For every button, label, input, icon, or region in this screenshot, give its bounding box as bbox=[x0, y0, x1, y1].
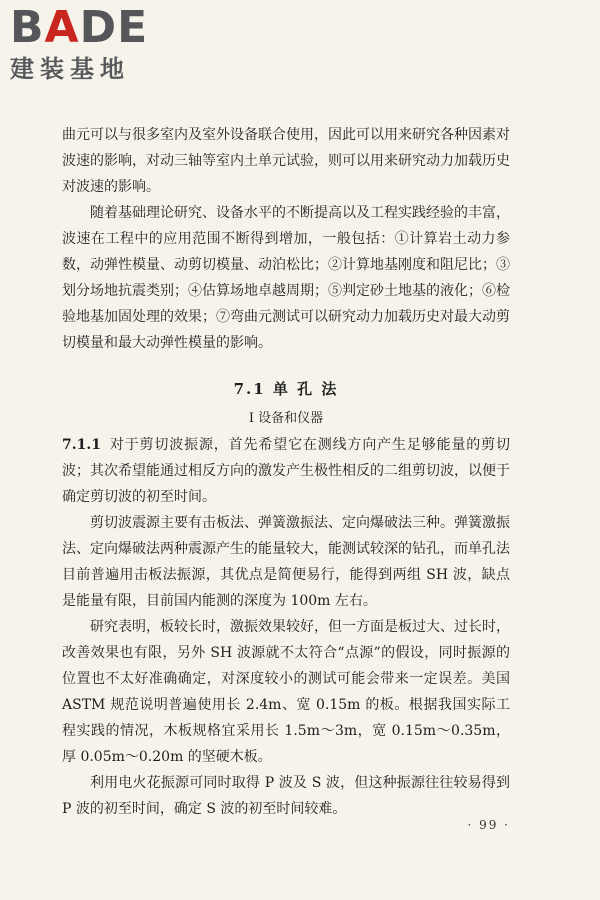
clause-paragraph bbox=[62, 432, 510, 510]
paragraph-continuation: 曲元可以与很多室内及室外设备联合使用，因此可以用来研究各种因素对波速的影响，对动三轴等室内土单元试验，则可以用来研究动力加载历史对波速的影响。 bbox=[62, 127, 510, 195]
logo-wordmark bbox=[10, 4, 180, 52]
logo-letter-b: B bbox=[10, 2, 45, 53]
logo-letters-de: DE bbox=[79, 2, 149, 53]
paragraph-shear-sources: 剪切波震源主要有击板法、弹簧激振法、定向爆破法三种。弹簧激振法、定向爆破法两种震源产生的能量较大，能测试较深的钻孔，而单孔法目前普遍用击板法振源，其优点是简便易行，能得到两组 SH 波，缺点是能量有限，目前国内能测的深度为 100m 左右。 bbox=[62, 515, 510, 609]
page-content bbox=[62, 122, 510, 822]
logo-subtitle: 建装基地 bbox=[10, 55, 130, 83]
clause-number: 7.1.1 bbox=[62, 437, 101, 453]
paragraph-spark-source: 利用电火花振源可同时取得 P 波及 S 波，但这种振源往往较易得到 P 波的初至时间，确定 S 波的初至时间较难。 bbox=[62, 775, 510, 817]
bade-logo bbox=[10, 4, 180, 84]
paragraph-board-research: 研究表明，板较长时，激振效果较好，但一方面是板过大、过长时，改善效果也有限，另外 SH 波源就不太符合“点源”的假设，同时振源的位置也不太好准确确定，对深度较小的测试可能会带来一定误差。美国 ASTM 规范说明普遍使用长 2.4m、宽 0.15m 的板。根据我国实际工程实践的情况，木板规格宜采用长 1.5m～3m，宽 0.15m～0.35m，厚 0.05m～0.20m 的坚硬木板。 bbox=[62, 619, 510, 765]
clause-text: 对于剪切波振源，首先希望它在测线方向产生足够能量的剪切波；其次希望能通过相反方向的激发产生极性相反的二组剪切波，以便于确定剪切波的初至时间。 bbox=[62, 437, 510, 505]
section-subtitle: Ⅰ 设备和仪器 bbox=[248, 411, 324, 426]
paragraph-applications: 随着基础理论研究、设备水平的不断提高以及工程实践经验的丰富，波速在工程中的应用范围不断得到增加，一般包括：①计算岩土动力参数，动弹性模量、动剪切模量、动泊松比；②计算地基刚度和阻尼比；③划分场地抗震类别；④估算场地卓越周期；⑤判定砂土地基的液化；⑥检验地基加固处理的效果；⑦弯曲元测试可以研究动力加载历史对最大动剪切模量和最大动弹性模量的影响。 bbox=[62, 205, 510, 351]
section-title: 7.1 单 孔 法 bbox=[233, 380, 339, 398]
page-number: · 99 · bbox=[467, 818, 510, 832]
logo-letter-a-accent: A bbox=[44, 2, 80, 53]
